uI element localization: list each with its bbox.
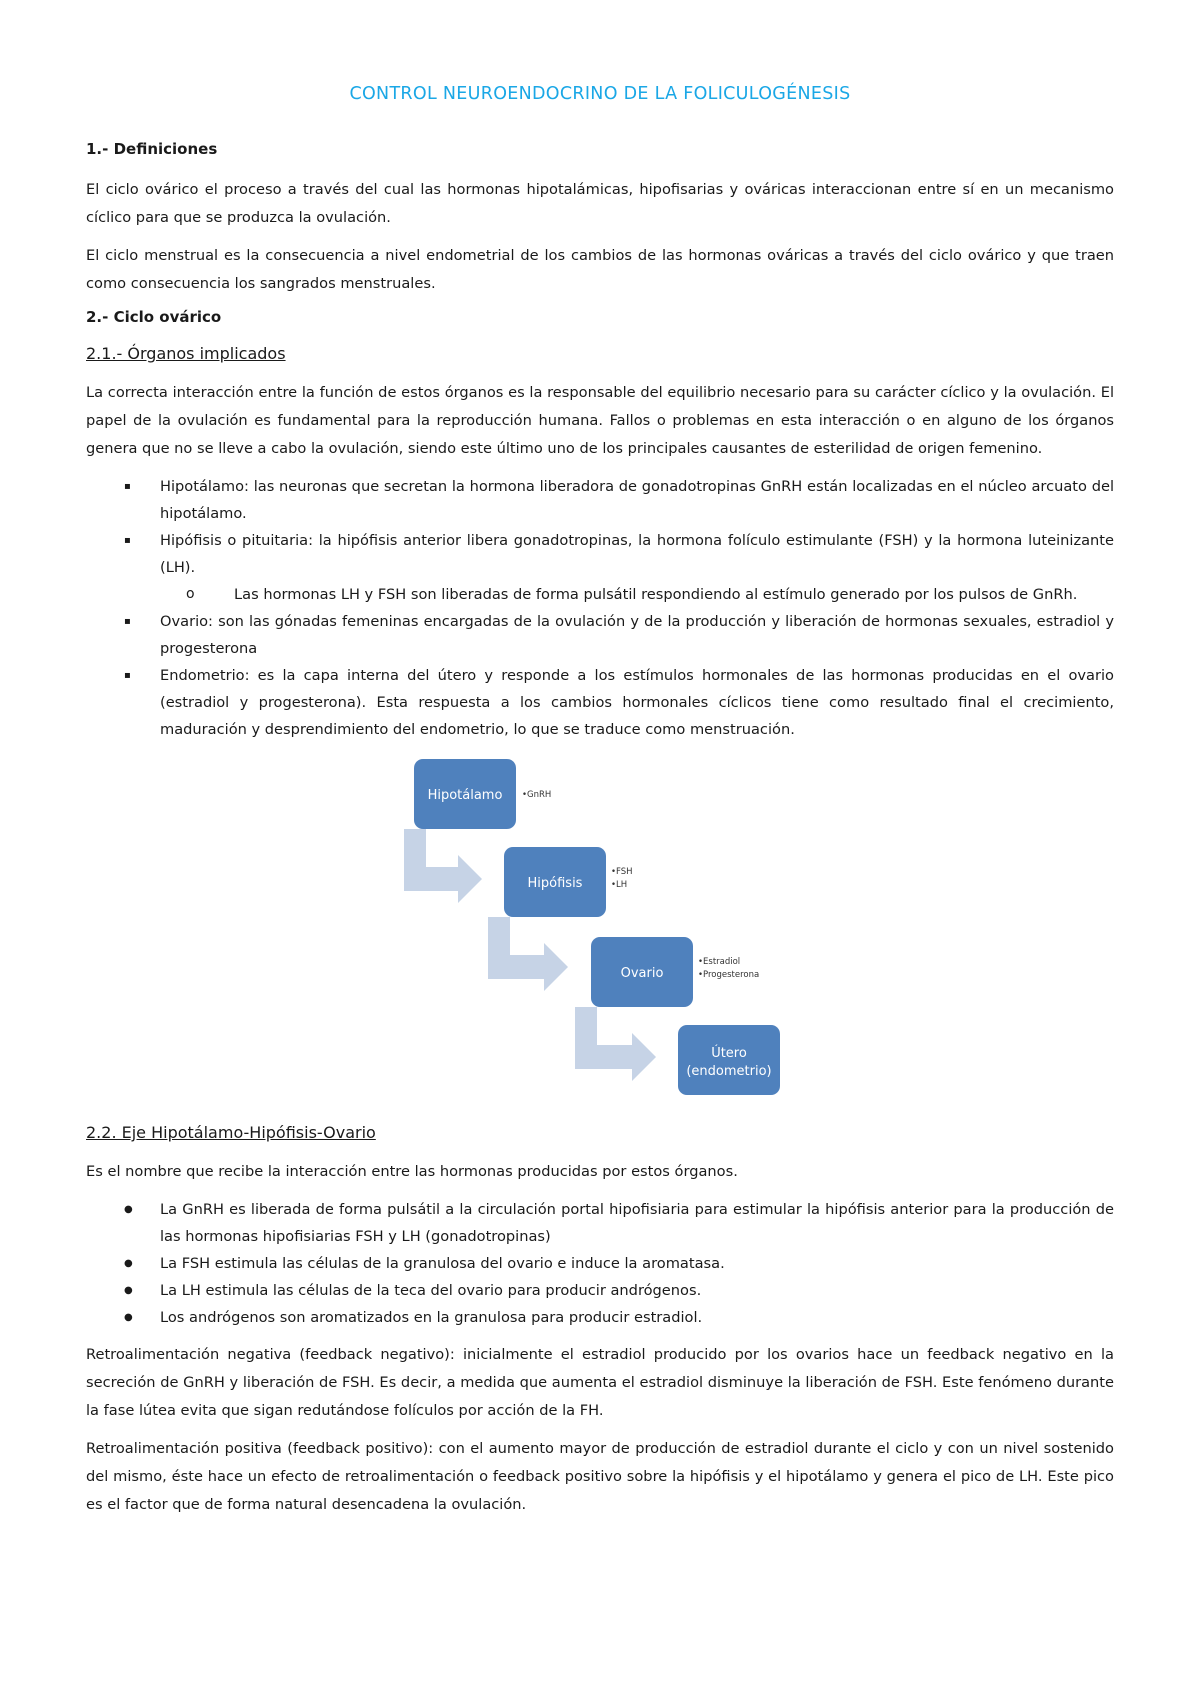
label-utero: Útero xyxy=(711,1046,747,1061)
section-1-heading: 1.- Definiciones xyxy=(86,140,218,158)
paragraph-ciclo-ovarico: El ciclo ovárico el proceso a través del cual las hormonas hipotalámicas, hipofisarias y ováricas interaccionan entre sí en un mecanismo cíclico para que se produzca la ovulación. xyxy=(86,181,1114,226)
list-subitem-pulsatil: o Las hormonas LH y FSH son liberadas de forma pulsátil respondiendo al estímulo generado por los pulsos de GnRh. xyxy=(86,581,1114,608)
paragraph-organos: La correcta interacción entre la función de estos órganos es la responsable del equilibrio necesario para su carácter cíclico y la ovulación. El papel de la ovulación es fundamental para la reproducción humana. Fallos o problemas en esta interacción o en alguno de los órganos genera que no se lleve a cabo la ovulación, siendo este último uno de los principales causantes de esterilidad de origen femenino. xyxy=(86,384,1114,457)
list-item-hipotalamo: ▪ Hipotálamo: las neuronas que secretan la hormona liberadora de gonadotropinas GnRH están localizadas en el núcleo arcuato del hipotálamo. xyxy=(86,473,1114,527)
label-hipotalamo: Hipotálamo xyxy=(427,788,503,803)
axis-diagram xyxy=(86,759,1114,1109)
note-lh: •LH xyxy=(611,880,628,890)
axis-list xyxy=(86,1196,1114,1331)
label-endometrio: (endometrio) xyxy=(686,1064,772,1079)
paragraph-ciclo-menstrual: El ciclo menstrual es la consecuencia a nivel endometrial de los cambios de las hormonas ováricas a través del ciclo ovárico y que traen como consecuencia los sangrados menstruales. xyxy=(86,247,1114,292)
subsection-2-1-heading: 2.1.- Órganos implicados xyxy=(86,344,286,363)
list-item-fsh: ● La FSH estimula las células de la granulosa del ovario e induce la aromatasa. xyxy=(86,1250,1114,1277)
axis-diagram-svg xyxy=(86,759,1114,1109)
list-item-androgenos: ● Los andrógenos son aromatizados en la granulosa para producir estradiol. xyxy=(86,1304,1114,1331)
subsection-2-2-heading: 2.2. Eje Hipotálamo-Hipófisis-Ovario xyxy=(86,1123,376,1142)
list-item-endometrio: ▪ Endometrio: es la capa interna del útero y responde a los estímulos hormonales de las hormonas producidas en el ovario (estradiol y progesterona). Esta respuesta a los cambios hormonales cíclicos tiene como resultado final el crecimiento, maduración y desprendimiento del endometrio, lo que se traduce como menstruación. xyxy=(86,662,1114,743)
note-gnrh: •GnRH xyxy=(522,790,552,800)
paragraph-feedback-positivo: Retroalimentación positiva (feedback positivo): con el aumento mayor de producción de estradiol durante el ciclo y con un nivel sostenido del mismo, éste hace un efecto de retroalimentación o feedback positivo sobre la hipófisis y el hipotálamo y genera el pico de LH. Este pico es el factor que de forma natural desencadena la ovulación. xyxy=(86,1440,1114,1513)
list-item-lh: ● La LH estimula las células de la teca del ovario para producir andrógenos. xyxy=(86,1277,1114,1304)
list-item-ovario: ▪ Ovario: son las gónadas femeninas encargadas de la ovulación y de la producción y liberación de hormonas sexuales, estradiol y progesterona xyxy=(86,608,1114,662)
label-ovario: Ovario xyxy=(620,966,664,981)
label-hipofisis: Hipófisis xyxy=(527,876,583,891)
list-item-hipofisis: ▪ Hipófisis o pituitaria: la hipófisis anterior libera gonadotropinas, la hormona folículo estimulante (FSH) y la hormona luteinizante (LH). xyxy=(86,527,1114,581)
organ-list xyxy=(86,473,1114,743)
paragraph-eje: Es el nombre que recibe la interacción entre las hormonas producidas por estos órganos. xyxy=(86,1163,738,1180)
paragraph-feedback-negativo: Retroalimentación negativa (feedback negativo): inicialmente el estradiol producido por los ovarios hace un feedback negativo en la secreción de GnRH y liberación de FSH. Es decir, a medida que aumenta el estradiol disminuye la liberación de FSH. Este fenómeno durante la fase lútea evita que sigan redutándose folículos por acción de la FH. xyxy=(86,1346,1114,1419)
arrow-1-icon xyxy=(404,829,482,903)
arrow-3-icon xyxy=(575,1007,656,1081)
note-fsh: •FSH xyxy=(611,867,633,877)
note-estradiol: •Estradiol xyxy=(698,957,741,967)
section-2-heading: 2.- Ciclo ovárico xyxy=(86,308,222,326)
list-item-gnrh: ● La GnRH es liberada de forma pulsátil a la circulación portal hipofisiaria para estimular la hipófisis anterior para la producción de las hormonas hipofisiarias FSH y LH (gonadotropinas) xyxy=(86,1196,1114,1250)
document-body xyxy=(86,84,1114,1529)
arrow-2-icon xyxy=(488,917,568,991)
document-title: CONTROL NEUROENDOCRINO DE LA FOLICULOGÉNESIS xyxy=(349,84,851,104)
note-progesterona: •Progesterona xyxy=(698,970,760,980)
